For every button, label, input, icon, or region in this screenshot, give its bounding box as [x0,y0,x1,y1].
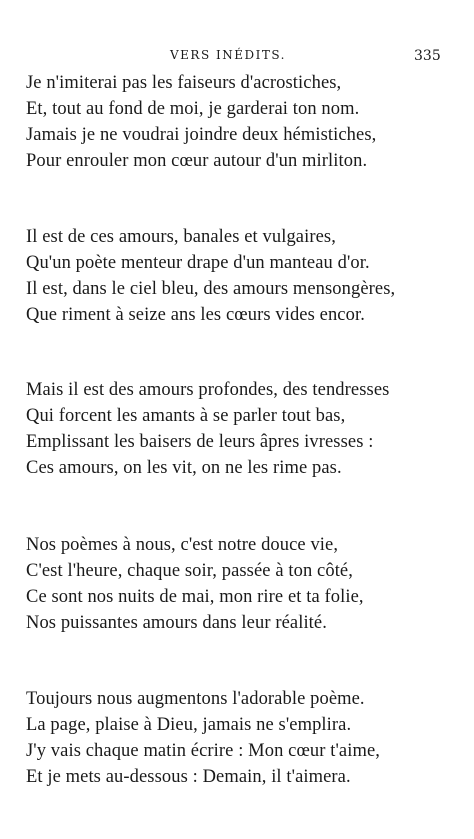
verse-line: Pour enrouler mon cœur autour d'un mirliton. [26,151,368,171]
verse-line: Et je mets au-dessous : Demain, il t'aimera. [26,767,351,787]
verse-line: Jamais je ne voudrai joindre deux hémistiches, [26,125,377,145]
verse-line: Ce sont nos nuits de mai, mon rire et ta folie, [26,587,364,607]
running-title: VERS INÉDITS. [170,48,286,62]
verse-line: Il est, dans le ciel bleu, des amours mensongères, [26,279,396,299]
verse-line: Emplissant les baisers de leurs âpres ivresses : [26,432,374,452]
stanza-1 [26,70,466,174]
running-head [0,48,474,68]
stanza-4 [26,532,466,636]
verse-line: J'y vais chaque matin écrire : Mon cœur t'aime, [26,741,381,761]
verse-line: Qu'un poète menteur drape d'un manteau d'or. [26,253,370,273]
verse-line: Nos puissantes amours dans leur réalité. [26,613,327,633]
verse-line: Qui forcent les amants à se parler tout bas, [26,406,346,426]
verse-line: Ces amours, on les vit, on ne les rime pas. [26,458,342,478]
page-number: 335 [414,48,441,64]
verse-line: Mais il est des amours profondes, des tendresses [26,380,390,400]
verse-line: Et, tout au fond de moi, je garderai ton nom. [26,99,360,119]
verse-line: Que riment à seize ans les cœurs vides encor. [26,305,365,325]
verse-line: Nos poèmes à nous, c'est notre douce vie, [26,535,339,555]
verse-line: Toujours nous augmentons l'adorable poème. [26,689,365,709]
stanza-2 [26,224,466,328]
stanza-3 [26,377,466,481]
verse-line: Il est de ces amours, banales et vulgaires, [26,227,336,247]
stanza-5 [26,686,466,790]
verse-line: C'est l'heure, chaque soir, passée à ton côté, [26,561,353,581]
verse-line: La page, plaise à Dieu, jamais ne s'emplira. [26,715,352,735]
verse-line: Je n'imiterai pas les faiseurs d'acrostiches, [26,73,342,93]
